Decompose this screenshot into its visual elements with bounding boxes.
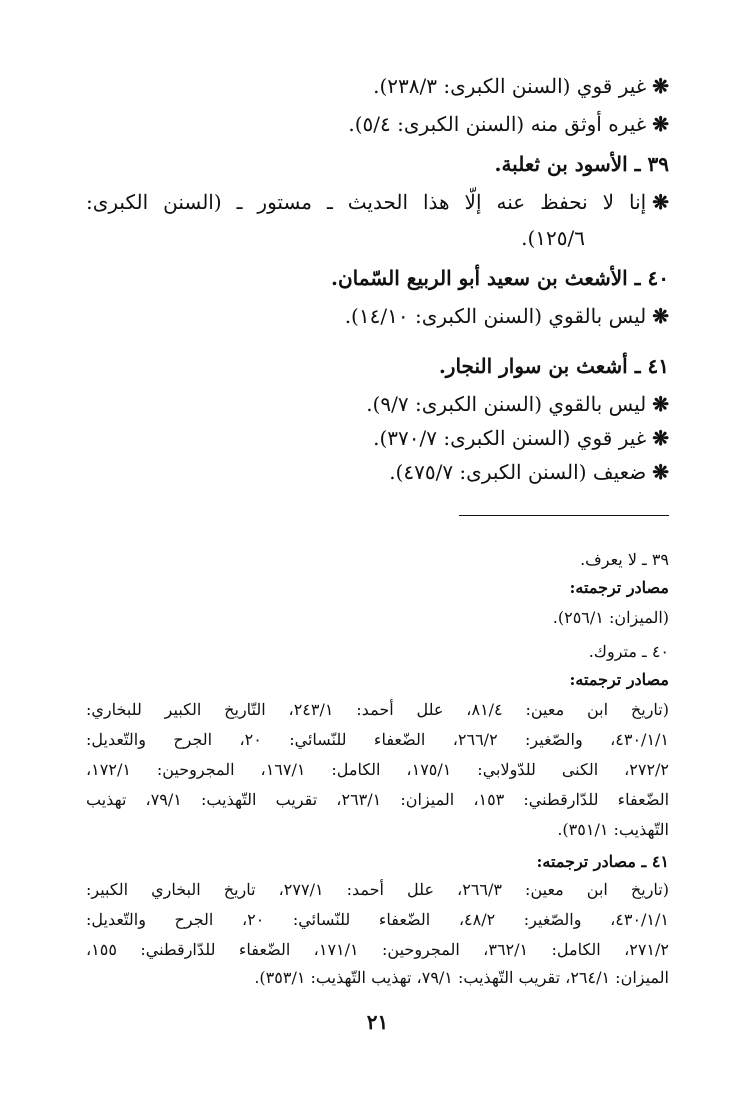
bullet-icon: ❋ bbox=[652, 460, 669, 484]
footnote-40-line-5: التّهذيب: ٣٥١/١). bbox=[557, 820, 669, 839]
footnote-39-line-1: (الميزان: ٢٥٦/١). bbox=[552, 608, 669, 627]
footnote-40-line-2: ٤٣٠/١/١، والصّغير: ٢٦٦/٢، الضّعفاء للنّسائي: ٢٠، الجرح والتّعديل: bbox=[86, 730, 670, 749]
footnote-40-line-4: الضّعفاء للدّارقطني: ١٥٣، الميزان: ٢٦٣/١، تقريب التّهذيب: ٧٩/١، تهذيب bbox=[86, 790, 670, 809]
entry-41-line-3: ❋ضعيف (السنن الكبرى: ٤٧٥/٧). bbox=[389, 460, 669, 484]
entry-41-line-1: ❋ليس بالقوي (السنن الكبرى: ٩/٧). bbox=[366, 392, 669, 416]
main-line-1: ❋غير قوي (السنن الكبرى: ٢٣٨/٣). bbox=[373, 74, 669, 98]
main-line-2: ❋غيره أوثق منه (السنن الكبرى: ٥/٤). bbox=[348, 112, 669, 136]
entry-40-line-1: ❋ليس بالقوي (السنن الكبرى: ١٤/١٠). bbox=[344, 304, 669, 328]
bullet-icon: ❋ bbox=[652, 426, 669, 450]
footnote-41-line-4: الميزان: ٢٦٤/١، تقريب التّهذيب: ٧٩/١، تهذيب التّهذيب: ٣٥٣/١). bbox=[254, 968, 669, 987]
footnote-41-title: ٤١ ـ مصادر ترجمته: bbox=[536, 852, 669, 871]
entry-39-line-2: ١٢٥/٦). bbox=[521, 226, 585, 250]
footnote-40-title: ٤٠ ـ متروك. bbox=[588, 642, 669, 661]
footnote-divider bbox=[459, 515, 669, 516]
bullet-icon: ❋ bbox=[652, 190, 669, 214]
entry-39-line-1: ❋إنا لا نحفظ عنه إلّا هذا الحديث ـ مستور ـ (السنن الكبرى: bbox=[86, 190, 669, 214]
footnote-39-sources-label: مصادر ترجمته: bbox=[569, 578, 669, 597]
footnote-41-line-3: ٢٧١/٢، الكامل: ٣٦٢/١، المجروحين: ١٧١/١، الضّعفاء للدّارقطني: ١٥٥، bbox=[86, 940, 669, 959]
entry-41-line-2: ❋غير قوي (السنن الكبرى: ٣٧٠/٧). bbox=[373, 426, 669, 450]
bullet-icon: ❋ bbox=[652, 74, 669, 98]
footnote-41-line-1: (تاريخ ابن معين: ٢٦٦/٣، علل أحمد: ٢٧٧/١، تاريخ البخاري الكبير: bbox=[86, 880, 670, 899]
bullet-icon: ❋ bbox=[652, 392, 669, 416]
entry-41-heading: ٤١ ـ أشعث بن سوار النجار. bbox=[438, 354, 669, 378]
footnote-39-title: ٣٩ ـ لا يعرف. bbox=[580, 550, 669, 569]
bullet-icon: ❋ bbox=[652, 112, 669, 136]
footnote-40-line-1: (تاريخ ابن معين: ٨١/٤، علل أحمد: ٢٤٣/١، التّاريخ الكبير للبخاري: bbox=[86, 700, 669, 719]
footnote-40-line-3: ٢٧٢/٢، الكنى للدّولابي: ١٧٥/١، الكامل: ١٦٧/١، المجروحين: ١٧٢/١، bbox=[86, 760, 670, 779]
entry-40-heading: ٤٠ ـ الأشعث بن سعيد أبو الربيع السّمان. bbox=[330, 266, 669, 290]
page-number: ٢١ bbox=[366, 1010, 389, 1034]
entry-39-heading: ٣٩ ـ الأسود بن ثعلبة. bbox=[494, 152, 669, 176]
footnote-41-line-2: ٤٣٠/١/١، والصّغير: ٤٨/٢، الضّعفاء للنّسائي: ٢٠، الجرح والتّعديل: bbox=[86, 910, 669, 929]
footnote-40-sources-label: مصادر ترجمته: bbox=[569, 670, 669, 689]
bullet-icon: ❋ bbox=[652, 304, 669, 328]
